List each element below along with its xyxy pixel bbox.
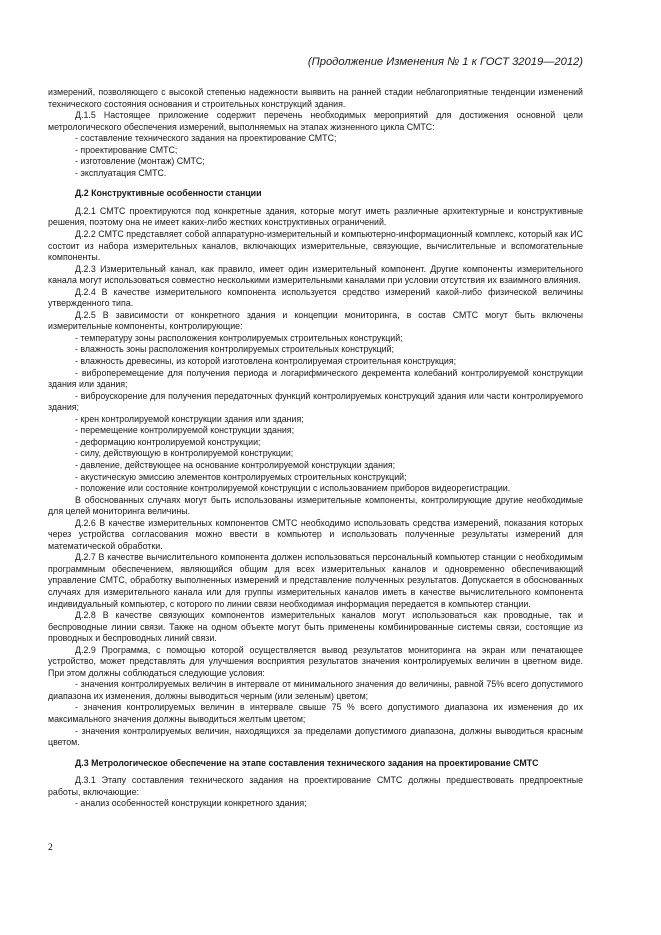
page-number: 2	[48, 843, 53, 853]
list-item: - проектирование СМТС;	[75, 144, 178, 155]
list-item: - анализ особенностей конструкции конкретного здания;	[75, 798, 307, 809]
section-heading-d3: Д.3 Метрологическое обеспечение на этапе составления технического задания на проектирование СМТС	[75, 757, 539, 768]
list-item: - акустическую эмиссию элементов контролируемых строительных конструкций;	[75, 471, 407, 482]
paragraph-d2-5: Д.2.5 В зависимости от конкретного здания и концепции мониторинга, в состав СМТС могут быть включены измерительные компоненты, контролирующие:	[48, 309, 583, 332]
list-item: - значения контролируемых величин в интервале свыше 75 % всего допустимого диапазона их изменения до их максимального значения должны выводиться желтым цветом;	[48, 702, 583, 724]
section-heading-d2: Д.2 Конструктивные особенности станции	[75, 188, 262, 199]
paragraph-d2-5b: В обоснованных случаях могут быть использованы измерительные компоненты, контролирующие другие необходимые для целей мониторинга величины.	[48, 494, 583, 517]
list-item: - крен контролируемой конструкции здания или здания;	[75, 413, 304, 424]
paragraph-d2-6: Д.2.6 В качестве измерительных компонентов СМТС необходимо использовать средства измерений, показания которых через устройства согласования можно ввести в компьютер и использовать полученные результаты измерений для математической обработки.	[48, 517, 583, 551]
list-item: - изготовление (монтаж) СМТС;	[75, 156, 205, 167]
intro-paragraph: измерений, позволяющего с высокой степенью надежности выявить на ранней стадии неблагоприятные тенденции изменений технического состояния основания и строительных конструкций здания.	[48, 87, 583, 109]
list-item: - влажность зоны расположения контролируемых строительных конструкций;	[75, 344, 394, 355]
paragraph-d1-5: Д.1.5 Настоящее приложение содержит перечень необходимых мероприятий для достижения основной цели метрологического обеспечения измерений, выполняемых на этапах жизненного цикла СМТС:	[48, 110, 583, 132]
paragraph-d2-7: Д.2.7 В качестве вычислительного компонента должен использоваться персональный компьютер станции с необходимым программным обеспечением, являющийся общим для всех измерительных каналов и одновременно обеспечивающий управление СМТС, обработку выполненных измерений и представление полученных результатов. Допускается в обоснованных случаях для измерительного канала или для группы измерительных каналов иметь в качестве вычислительного компонента индивидуальный компьютер, с которого по линии связи необходимая информация передается в компьютер станции.	[48, 552, 583, 609]
list-item: - значения контролируемых величин, находящихся за пределами допустимого диапазона, должны выводиться красным цветом.	[48, 725, 583, 748]
list-item: - влажность древесины, из которой изготовлена контролируемая строительная конструкция;	[75, 356, 457, 367]
list-item: - составление технического задания на проектирование СМТС;	[75, 133, 337, 144]
list-item: - температуру зоны расположения контролируемых строительных конструкций;	[75, 332, 403, 343]
list-item: - эксплуатация СМТС.	[75, 167, 167, 178]
list-item: - перемещение контролируемой конструкции здания;	[75, 425, 295, 436]
paragraph-d3-1: Д.3.1 Этапу составления технического задания на проектирование СМТС должны предшествовать предпроектные работы, включающие:	[48, 775, 583, 797]
paragraph-d2-3: Д.2.3 Измерительный канал, как правило, имеет один измерительный компонент. Другие компоненты измерительного канала могут использоваться совместно несколькими измерительными каналами при условии отсутствия их взаимного влияния.	[48, 263, 583, 286]
list-item: - положение или состояние контролируемой конструкции с использованием приборов видеорегистрации.	[75, 483, 511, 494]
list-item: - силу, действующую в контролируемой конструкции;	[75, 448, 294, 459]
paragraph-d2-9: Д.2.9 Программа, с помощью которой осуществляется вывод результатов мониторинга на экран или печатающее устройство, может представлять для улучшения восприятия результатов значения контролируемых величин в цветном виде. При этом должны соблюдаться следующие условия:	[48, 644, 583, 678]
paragraph-d2-8: Д.2.8 В качестве связующих компонентов измерительных каналов могут использоваться как проводные, так и беспроводные линии связи. Также на одном объекте могут быть применены комбинированные системы связи, состоящие из проводных и беспроводных линий связи.	[48, 610, 583, 644]
list-item: - давление, действующее на основание контролируемой конструкции здания;	[75, 459, 396, 470]
paragraph-d2-4: Д.2.4 В качестве измерительного компонента используется средство измерений какой-либо физической величины утвержденного типа.	[48, 286, 583, 309]
paragraph-d2-2: Д.2.2 СМТС представляет собой аппаратурно-измерительный и компьютерно-информационный комплекс, который как ИС состоит из набора измерительных каналов, включающих измерительные, связующие, вычислительные и вспомогательные компоненты.	[48, 229, 583, 263]
list-item: - значения контролируемых величин в интервале от минимального значения до величины, равной 75% всего допустимого диапазона их изменения, должны выводиться черным (или зеленым) цветом;	[48, 679, 583, 701]
list-item: - виброперемещение для получения периода и логарифмического декремента колебаний контролируемой конструкции здания или здания;	[48, 367, 583, 390]
list-item: - деформацию контролируемой конструкции;	[75, 436, 261, 447]
list-item: - виброускорение для получения передаточных функций контролируемых конструкций здания или части контролируемого здания;	[48, 390, 583, 413]
paragraph-d2-1: Д.2.1 СМТС проектируются под конкретные здания, которые могут иметь различные архитектурные и конструктивные решения, поэтому она не имеет каких-либо жестких конструктивных ограничений.	[48, 205, 583, 228]
page-header: (Продолжение Изменения № 1 к ГОСТ 32019—2012)	[307, 56, 583, 68]
